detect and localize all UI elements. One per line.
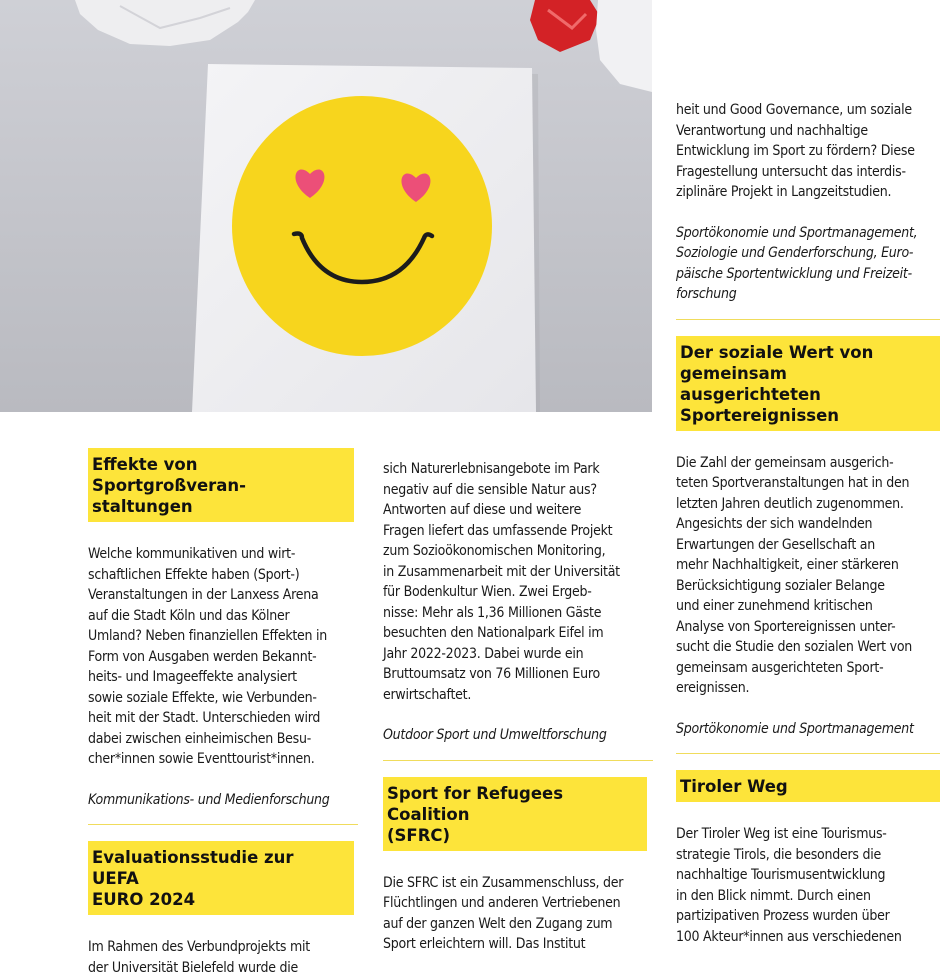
smiley-card-image xyxy=(0,0,652,412)
heading-sozialer-wert: Der soziale Wert von gemeinsam ausgerichteten Sportereignissen xyxy=(676,336,940,431)
heading-effekte: Effekte von Sportgroßveran- staltungen xyxy=(88,448,354,522)
body-effekte: Welche kommunikativen und wirt- schaftlichen Effekte haben (Sport-) Veranstaltungen in der Lanxess Arena auf die Stadt Köln und das Kölner Umland? Neben finanziellen Effekten in Form von Ausgaben werden Bekannt- heits- und Imageeffekte analysiert sowie soziale Effekte, wie Verbunden- heit mit der Stadt. Unterschieden wird dabei zwischen einheimischen Besu- cher*innen sowie Eventtourist*innen. xyxy=(88,546,328,767)
column-right xyxy=(676,100,940,947)
divider xyxy=(676,319,940,320)
divider xyxy=(676,753,940,754)
header-photo xyxy=(0,0,652,412)
column-middle xyxy=(383,459,653,955)
tag-sozialer-wert: Sportökonomie und Sportmanagement xyxy=(676,720,914,737)
body-tiroler: Der Tiroler Weg ist eine Tourismus- strategie Tirols, die besonders die nachhaltige Tourismusentwicklung in den Blick nimmt. Durch einen partizipativen Prozess wurden über 100 Akteur*innen aus verschiedenen xyxy=(676,826,902,945)
divider xyxy=(88,824,358,825)
body-sozialer-wert: Die Zahl der gemeinsam ausgerich- teten Sportveranstaltungen hat in den letzten Jahren deutlich zugenommen. Angesichts der sich wandelnden Erwartungen der Gesellschaft an mehr Nachhaltigkeit, einer stärkeren Berücksichtigung sozialer Belange und einer zunehmend kritischen Analyse von Sportereignissen unter- sucht die Studie den sozialen Wert von gemeinsam ausgerichteten Sport- ereignissen. xyxy=(676,454,913,696)
body-governance: heit und Good Governance, um soziale Verantwortung und nachhaltige Entwicklung im Sport zu fördern? Diese Fragestellung untersucht das interdis- ziplinäre Projekt in Langzeitstudien. xyxy=(676,102,915,200)
smiley-face-icon xyxy=(232,96,492,356)
heading-euro: Evaluationsstudie zur UEFA EURO 2024 xyxy=(88,841,354,915)
tag-nationalpark: Outdoor Sport und Umweltforschung xyxy=(383,727,607,743)
tag-effekte: Kommunikations- und Medienforschung xyxy=(88,791,330,808)
body-euro: Im Rahmen des Verbundprojekts mit der Universität Bielefeld wurde die xyxy=(88,939,310,976)
body-nationalpark: sich Naturerlebnisangebote im Park negativ auf die sensible Natur aus? Antworten auf diese und weitere Fragen liefert das umfassende Projekt zum Sozioökonomischen Monitoring, in Zusammenarbeit mit der Universität für Bodenkultur Wien. Zwei Ergeb- nisse: Mehr als 1,36 Millionen Gäste besuchten den Nationalpark Eifel im Jahr 2022-2023. Dabei wurde ein Bruttoumsatz von 76 Millionen Euro erwirtschaftet. xyxy=(383,461,620,703)
divider xyxy=(383,760,653,761)
heading-sfrc: Sport for Refugees Coalition (SFRC) xyxy=(383,777,647,851)
column-left xyxy=(88,448,358,978)
tag-governance: Sportökonomie und Sportmanagement, Soziologie und Genderforschung, Euro- päische Sportentwicklung und Freizeit- forschung xyxy=(676,224,918,302)
heading-tiroler: Tiroler Weg xyxy=(676,770,940,802)
body-sfrc: Die SFRC ist ein Zusammenschluss, der Flüchtlingen und anderen Vertriebenen auf der ganzen Welt den Zugang zum Sport erleichtern will. Das Institut xyxy=(383,874,624,952)
